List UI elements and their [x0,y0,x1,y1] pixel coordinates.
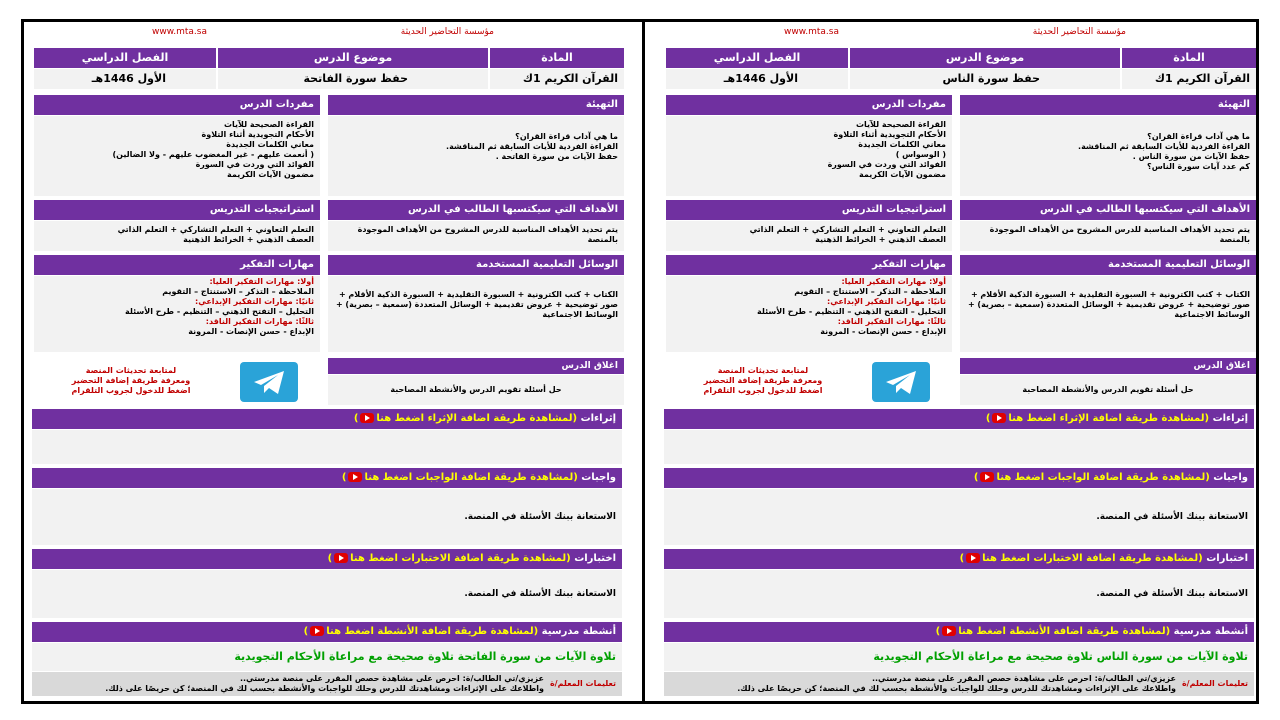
activities-area [32,643,622,671]
activities-bar [32,622,622,642]
thinking-line-2: التحليل – التفتح الذهني – التنظيم - طرح الأسئلة [125,307,314,316]
line: القراءة الصحيحة للآيات [223,120,314,129]
subject-label: المادة [1122,48,1256,68]
youtube-icon[interactable] [942,626,956,636]
enrich-bar [32,409,622,429]
tests-link[interactable]: (لمشاهدة طريقة اضافة الاختبارات اضغط هنا) [327,553,571,564]
media-body: الكتاب + كتب الكترونية + السبورة التقليدية + السبورة الذكية الأقلام + صور توضيحية + عروض تقديمية + الوسائل المتعددة (سمعية – بصرية) + الوسائط الاجتماعية [960,276,1256,352]
line: العصف الذهني + الخرائط الذهنية [183,235,314,244]
enrich-bar [664,409,1254,429]
teacher-text: عزيزي/تي الطالب/ة: احرص على مشاهدة حصص المقرر على منصة مدرستي.. واطلاعك على الإثراءات ومشاهدتك للدرس وحلك للواجبات والأنشطة بحسب لك في المنصة؛ كن حريصًا على ذلك. [105,674,544,693]
media-title: الوسائل التعليمية المستخدمة [960,255,1256,275]
institution-name: مؤسسة التحاضير الحديثة [1032,27,1126,37]
thinking-line-3: الإبداع - حسن الإنصات - المرونة [188,327,314,336]
line: اضغط للدخول لجروب التلقرام [71,386,191,395]
goals-body: يتم تحديد الأهداف المناسبة للدرس المشروح من الأهداف الموجودة بالمنصة [328,221,624,251]
teacher-instructions [32,672,622,696]
thinking-line-1: الملاحظة – التذكر – الاستنتاج – التقويم [162,287,314,296]
homework-area: الاستعانة ببنك الأسئلة في المنصة. [32,489,622,545]
activities-label: أنشطة مدرسية [1173,626,1248,637]
telegram-promo[interactable] [670,366,856,396]
line: معاني الكلمات الجديدة [226,140,314,149]
enrich-area [664,430,1254,464]
enrich-area [32,430,622,464]
subject-label: المادة [490,48,624,68]
strategies-body [666,221,952,251]
enrich-label: إثراءات [580,413,616,424]
media-title: الوسائل التعليمية المستخدمة [328,255,624,275]
teacher-label: تعليمات المعلم/ة [549,679,616,688]
line: ومعرفة طريقة إضافة التحضير [703,376,823,385]
enrich-label: إثراءات [1212,413,1248,424]
closing-title: اغلاق الدرس [328,358,624,374]
term-label: الفصل الدراسي [666,48,848,68]
line: كم عدد آيات سورة الناس؟ [1147,162,1250,171]
line: اضغط للدخول لجروب التلقرام [703,386,823,395]
line: لمتابعة تحديثات المنصة [85,366,177,375]
teacher-text: عزيزي/تي الطالب/ة: احرص على مشاهدة حصص المقرر على منصة مدرستي.. واطلاعك على الإثراءات ومشاهدتك للدرس وحلك للواجبات والأنشطة بحسب لك في المنصة؛ كن حريصًا على ذلك. [737,674,1176,693]
teacher-label: تعليمات المعلم/ة [1181,679,1248,688]
line: القراءة الفردية للأيات السابقة ثم المناقشة. [446,142,618,151]
media-body: الكتاب + كتب الكترونية + السبورة التقليدية + السبورة الذكية الأقلام + صور توضيحية + عروض تقديمية + الوسائل المتعددة (سمعية – بصرية) + الوسائط الاجتماعية [328,276,624,352]
tests-label: اختبارات [574,553,616,564]
youtube-icon[interactable] [360,413,374,423]
vocab-title: مفردات الدرس [666,95,952,115]
topic-label: موضوع الدرس [850,48,1120,68]
warmup-title: التهيئة [960,95,1256,115]
line: ما هي آداب قراءة القران؟ [515,132,618,141]
document-frame [21,19,1259,704]
warmup-title: التهيئة [328,95,624,115]
site-url[interactable]: www.mta.sa [784,27,839,37]
thinking-title: مهارات التفكير [666,255,952,275]
line: الأحكام التجويدية أثناء التلاوة [833,130,946,139]
tests-label: اختبارات [1206,553,1248,564]
page-divider [642,22,645,701]
telegram-promo[interactable] [38,366,224,396]
homework-link[interactable]: (لمشاهدة طريقة اضافة الواجبات اضغط هنا) [973,472,1210,483]
tests-link[interactable]: (لمشاهدة طريقة اضافة الاختبارات اضغط هنا) [959,553,1203,564]
teacher-instructions [664,672,1254,696]
telegram-icon[interactable] [240,362,298,402]
youtube-icon[interactable] [334,553,348,563]
youtube-icon[interactable] [966,553,980,563]
activities-label: أنشطة مدرسية [541,626,616,637]
line: ( أنعمت عليهم - غير المغضوب عليهم - ولا الضالين) [112,150,314,159]
warmup-body [328,116,624,196]
line: لمتابعة تحديثات المنصة [717,366,809,375]
tests-area: الاستعانة ببنك الأسئلة في المنصة. [664,570,1254,618]
line: العصف الذهني + الخرائط الذهنية [815,235,946,244]
youtube-icon[interactable] [980,472,994,482]
topic-value: حفظ سورة الناس [850,69,1120,89]
thinking-heading-1: أولا: مهارات التفكير العليا: [209,277,314,286]
term-value: الأول 1446هـ [34,69,216,89]
line: معاني الكلمات الجديدة [858,140,946,149]
strategies-body [34,221,320,251]
thinking-body [666,276,952,352]
closing-body: حل أسئلة تقويم الدرس والأنشطة المصاحبة [960,375,1256,405]
goals-title: الأهداف التي سيكتسبها الطالب في الدرس [328,200,624,220]
term-label: الفصل الدراسي [34,48,216,68]
homework-label: واجبات [581,472,616,483]
thinking-heading-2: ثانيًا: مهارات التفكير الإبداعي: [827,297,946,306]
activities-text: تلاوة الآيات من سورة الناس تلاوة صحيحة مع مراعاة الأحكام التجويدية [873,650,1248,663]
homework-area: الاستعانة ببنك الأسئلة في المنصة. [664,489,1254,545]
line: حفظ الآيات من سورة الفاتحة . [495,152,618,161]
subject-value: القرآن الكريم 1ك [490,69,624,89]
page-header [664,24,1256,40]
topic-label: موضوع الدرس [218,48,488,68]
tests-area: الاستعانة ببنك الأسئلة في المنصة. [32,570,622,618]
youtube-icon[interactable] [992,413,1006,423]
lesson-plan-fatiha [32,24,624,696]
thinking-heading-3: ثالثًا: مهارات التفكير الناقد: [205,317,314,326]
line: التعلم التعاوني + التعلم التشاركي + التعلم الذاتي [749,225,946,234]
term-value: الأول 1446هـ [666,69,848,89]
tests-bar [664,549,1254,569]
line: حفظ الآيات من سورة الناس . [1132,152,1250,161]
vocab-body [666,116,952,196]
thinking-heading-2: ثانيًا: مهارات التفكير الإبداعي: [195,297,314,306]
line: التعلم التعاوني + التعلم التشاركي + التعلم الذاتي [117,225,314,234]
vocab-title: مفردات الدرس [34,95,320,115]
tests-bar [32,549,622,569]
lesson-plan-nas [664,24,1256,696]
thinking-line-1: الملاحظة – التذكر – الاستنتاج – التقويم [794,287,946,296]
warmup-body [960,116,1256,196]
telegram-icon[interactable] [872,362,930,402]
activities-link[interactable]: (لمشاهدة طريقة اضافة الأنشطة اضغط هنا) [303,626,539,637]
thinking-line-3: الإبداع - حسن الإنصات - المرونة [820,327,946,336]
strategies-title: استراتيجيات التدريس [34,200,320,220]
goals-title: الأهداف التي سيكتسبها الطالب في الدرس [960,200,1256,220]
enrich-link[interactable]: (لمشاهدة طريقة اضافة الإثراء اضغط هنا) [985,413,1210,424]
activities-link[interactable]: (لمشاهدة طريقة اضافة الأنشطة اضغط هنا) [935,626,1171,637]
activities-area [664,643,1254,671]
line: القراءة الفردية للأيات السابقة ثم المناقشة. [1078,142,1250,151]
line: الفوائد التي وردت في السورة [195,160,314,169]
line: ومعرفة طريقة إضافة التحضير [71,376,191,385]
thinking-line-2: التحليل – التفتح الذهني – التنظيم - طرح الأسئلة [757,307,946,316]
homework-link[interactable]: (لمشاهدة طريقة اضافة الواجبات اضغط هنا) [341,472,578,483]
homework-bar [664,468,1254,488]
topic-value: حفظ سورة الفاتحة [218,69,488,89]
thinking-heading-1: أولا: مهارات التفكير العليا: [841,277,946,286]
page-header [32,24,624,40]
vocab-body [34,116,320,196]
site-url[interactable]: www.mta.sa [152,27,207,37]
line: القراءة الصحيحة للآيات [855,120,946,129]
institution-name: مؤسسة التحاضير الحديثة [400,27,494,37]
closing-title: اغلاق الدرس [960,358,1256,374]
line: مضمون الآيات الكريمة [859,170,946,179]
line: الفوائد التي وردت في السورة [827,160,946,169]
youtube-icon[interactable] [310,626,324,636]
line: الأحكام التجويدية أثناء التلاوة [201,130,314,139]
subject-value: القرآن الكريم 1ك [1122,69,1256,89]
youtube-icon[interactable] [348,472,362,482]
homework-bar [32,468,622,488]
thinking-body [34,276,320,352]
activities-text: تلاوة الآيات من سورة الفاتحة تلاوة صحيحة مع مراعاة الأحكام التجويدية [234,650,616,663]
thinking-heading-3: ثالثًا: مهارات التفكير الناقد: [837,317,946,326]
line: ( الوسواس ) [895,150,946,159]
closing-body: حل أسئلة تقويم الدرس والأنشطة المصاحبة [328,375,624,405]
goals-body: يتم تحديد الأهداف المناسبة للدرس المشروح من الأهداف الموجودة بالمنصة [960,221,1256,251]
line: مضمون الآيات الكريمة [227,170,314,179]
line: ما هي آداب قراءة القران؟ [1147,132,1250,141]
strategies-title: استراتيجيات التدريس [666,200,952,220]
activities-bar [664,622,1254,642]
homework-label: واجبات [1213,472,1248,483]
thinking-title: مهارات التفكير [34,255,320,275]
enrich-link[interactable]: (لمشاهدة طريقة اضافة الإثراء اضغط هنا) [353,413,578,424]
